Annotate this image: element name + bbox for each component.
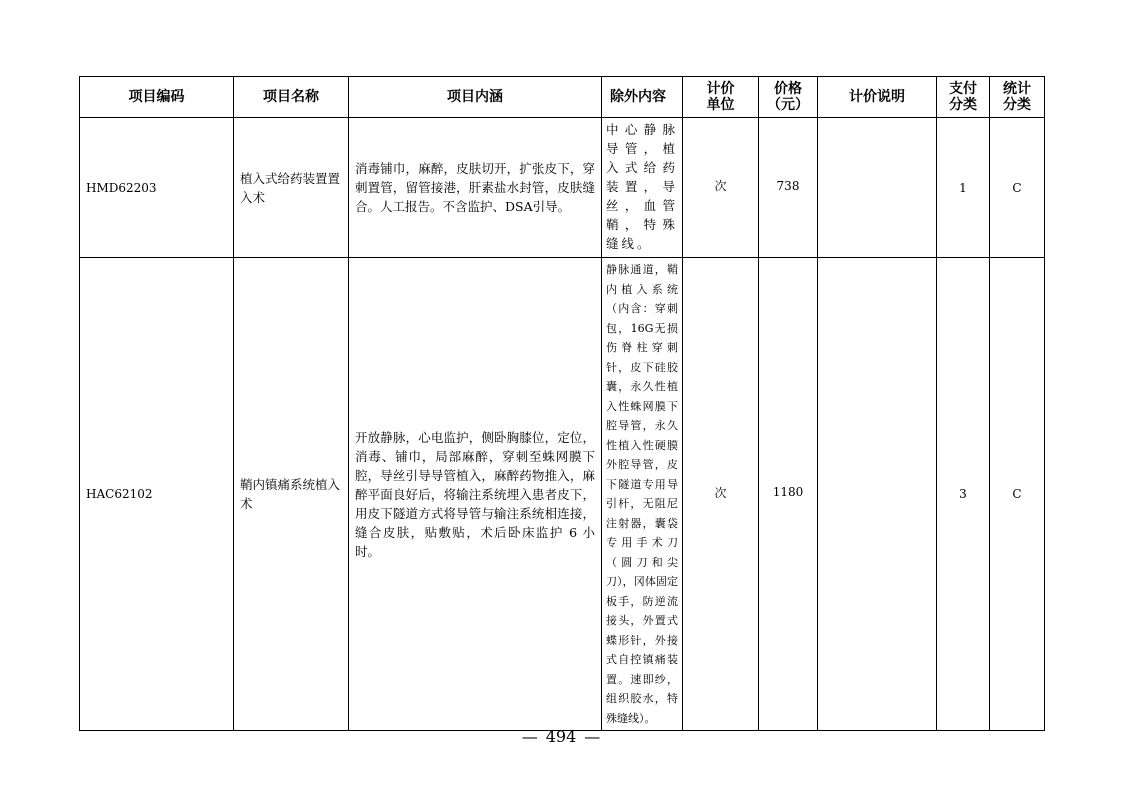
cell-code: HMD62203 [80,118,234,258]
cell-code: HAC62102 [80,258,234,731]
header-payment: 支付 分类 [937,77,990,118]
cell-exclusions: 中心静脉导管，植入式给药装置，导丝，血管鞘，特殊缝线。 [602,118,683,258]
cell-exclusions: 静脉通道，鞘内植入系统（内含：穿刺包，16G无损伤脊柱穿刺针，皮下硅胶囊，永久性植入性蛛网膜下腔导管，永久性植入性硬膜外腔导管，皮下隧道专用导引杆，无阻尼注射器，囊袋专用手术刀（圆刀和尖刀），冈体固定板手，防逆流接头，外置式蝶形针，外接式自控镇痛装置。速即纱，组织胶水，特殊缝线）。 [602,258,683,731]
table-row [80,118,1045,258]
cell-unit: 次 [683,258,759,731]
cell-note [818,118,937,258]
cell-stat: C [990,258,1045,731]
cell-name: 植入式给药装置置入术 [234,118,349,258]
cell-payment: 3 [937,258,990,731]
page-dash-right: — [584,727,601,746]
page-number-value: 494 [545,727,577,746]
cell-stat: C [990,118,1045,258]
header-stat: 统计 分类 [990,77,1045,118]
cell-content: 消毒铺巾，麻醉，皮肤切开，扩张皮下，穿刺置管，留管接港，肝素盐水封管，皮肤缝合。人工报告。不含监护、DSA引导。 [349,118,602,258]
price-table [79,76,1045,731]
header-pricing-note: 计价说明 [818,77,937,118]
cell-price: 738 [759,118,818,258]
table-row [80,258,1045,731]
header-content: 项目内涵 [349,77,602,118]
page-dash-left: — [521,727,538,746]
header-price: 价格 （元） [759,77,818,118]
header-unit: 计价 单位 [683,77,759,118]
header-name: 项目名称 [234,77,349,118]
cell-price: 1180 [759,258,818,731]
cell-payment: 1 [937,118,990,258]
cell-content: 开放静脉，心电监护，侧卧胸膝位，定位，消毒、铺巾，局部麻醉，穿刺至蛛网膜下腔，导丝引导导管植入，麻醉药物推入，麻醉平面良好后，将输注系统埋入患者皮下，用皮下隧道方式将导管与输注系统相连接，缝合皮肤，贴敷贴，术后卧床监护 6 小时。 [349,258,602,731]
cell-note [818,258,937,731]
header-code: 项目编码 [80,77,234,118]
header-row [80,77,1045,118]
page-number [0,727,1122,746]
cell-name: 鞘内镇痛系统植入术 [234,258,349,731]
header-exclusions: 除外内容 [602,77,683,118]
cell-unit: 次 [683,118,759,258]
